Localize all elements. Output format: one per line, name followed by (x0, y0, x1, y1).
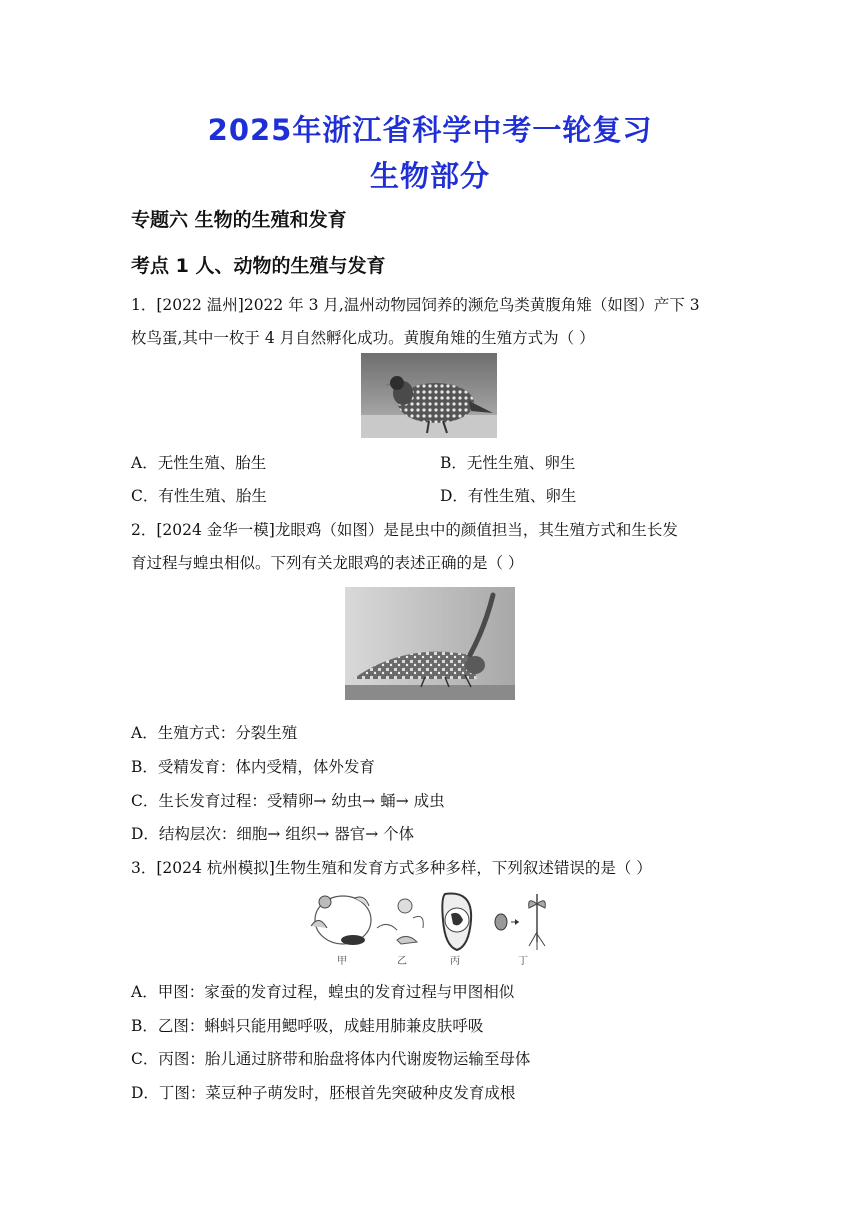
q2-option-b: B．受精发育：体内受精，体外发育 (131, 758, 375, 776)
q3-option-c: C．丙图：胎儿通过脐带和胎盘将体内代谢废物运输至母体 (131, 1050, 531, 1068)
q3-option-b: B．乙图：蝌蚪只能用鳃呼吸，成蛙用肺兼皮肤呼吸 (131, 1017, 484, 1035)
topic-heading: 专题六 生物的生殖和发育 (131, 209, 347, 231)
exam-point-heading: 考点 1 人、动物的生殖与发育 (131, 255, 386, 277)
caption-bing: 丙 (450, 956, 460, 967)
caption-ding: 丁 (518, 956, 528, 967)
q1-option-c: C．有性生殖、胎生 (131, 487, 267, 505)
q2-option-d: D．结构层次：细胞→ 组织→ 器官→ 个体 (131, 825, 415, 843)
q2-option-c: C．生长发育过程：受精卵→ 幼虫→ 蛹→ 成虫 (131, 792, 445, 810)
q3-option-a: A．甲图：家蚕的发育过程，蝗虫的发育过程与甲图相似 (131, 983, 515, 1001)
q1-option-b: B．无性生殖、卵生 (440, 454, 576, 472)
document-title-line1: 2025年浙江省科学中考一轮复习 (207, 113, 653, 147)
figure-yi-frog-cycle (377, 899, 423, 944)
q2-stem-line2: 育过程与蝗虫相似。下列有关龙眼鸡的表述正确的是（ ） (131, 554, 524, 572)
q1-stem-line2: 枚鸟蛋,其中一枚于 4 月自然孵化成功。黄腹角雉的生殖方式为（ ） (131, 329, 595, 347)
q1-option-a: A．无性生殖、胎生 (131, 454, 267, 472)
q1-pheasant-photo (361, 353, 497, 438)
q1-stem-line1: 1．[2022 温州]2022 年 3 月,温州动物园饲养的濒危鸟类黄腹角雉（如图）产下 3 (131, 296, 700, 314)
q3-option-d: D．丁图：菜豆种子萌发时，胚根首先突破种皮发育成根 (131, 1084, 516, 1102)
q3-development-figure (305, 884, 555, 968)
document-title-line2: 生物部分 (369, 159, 490, 193)
figure-ding-seed (495, 894, 545, 950)
figure-jia-silkworm-cycle (311, 896, 371, 945)
q3-stem: 3．[2024 杭州模拟]生物生殖和发育方式多种多样，下列叙述错误的是（ ） (131, 859, 652, 877)
caption-yi: 乙 (397, 956, 407, 967)
q2-stem-line1: 2．[2024 金华一模]龙眼鸡（如图）是昆虫中的颜值担当，其生殖方式和生长发 (131, 521, 678, 539)
caption-jia: 甲 (337, 956, 347, 967)
q2-lanternfly-photo (345, 587, 515, 700)
figure-bing-fetus (442, 894, 471, 950)
q1-option-d: D．有性生殖、卵生 (440, 487, 577, 505)
q2-option-a: A．生殖方式：分裂生殖 (131, 724, 298, 742)
